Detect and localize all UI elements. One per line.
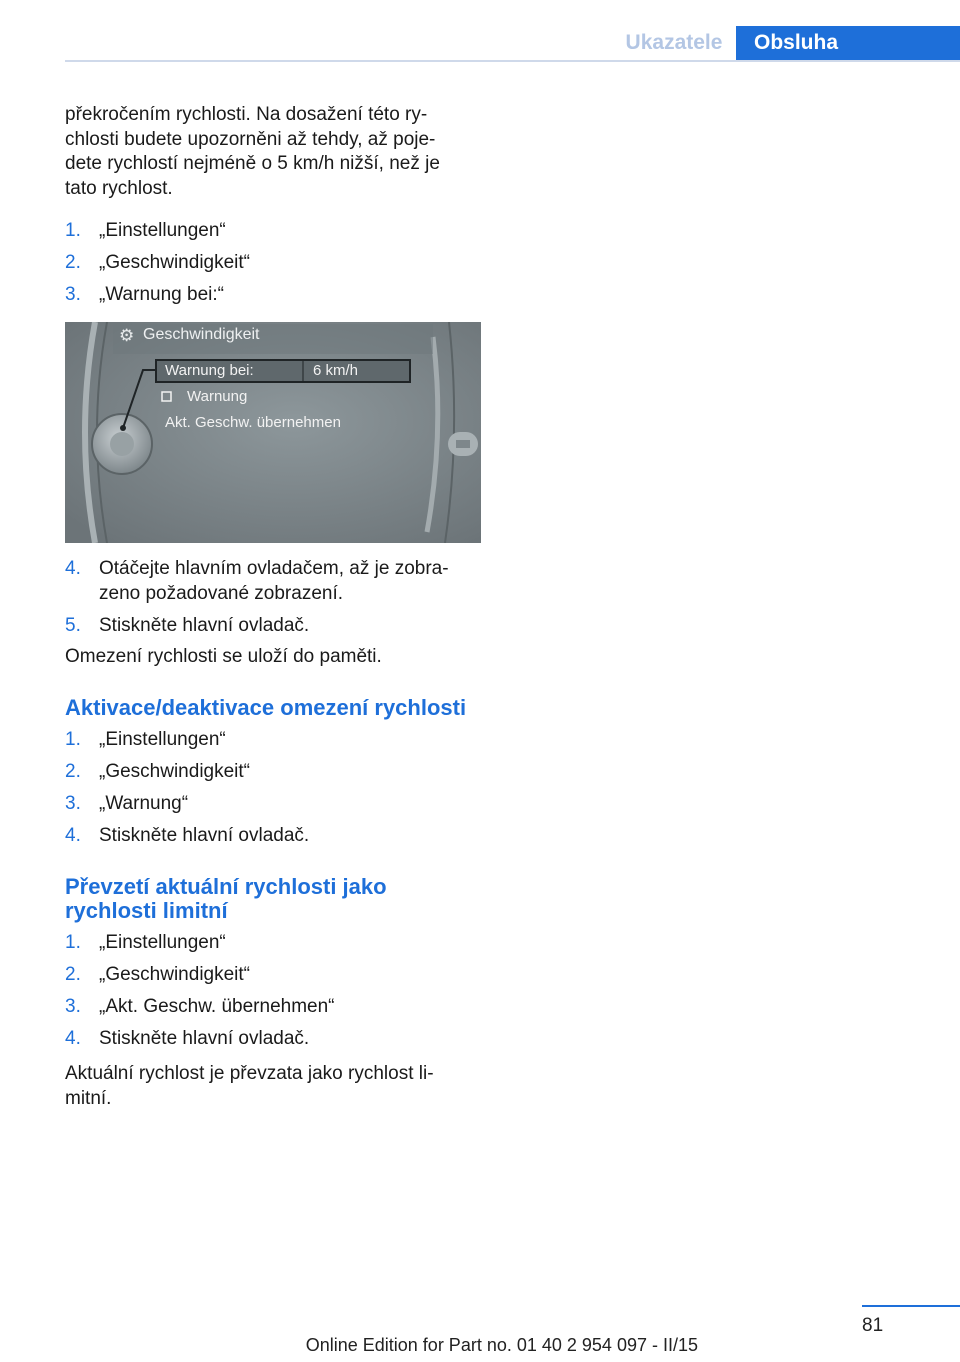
step-number: 3. <box>65 996 81 1017</box>
list-item <box>65 995 485 1020</box>
step-number: 5. <box>65 614 81 636</box>
step-number: 4. <box>65 825 81 846</box>
steps-list-b <box>65 557 485 646</box>
step-number: 4. <box>65 1028 81 1049</box>
step-text: „Geschwindigkeit“ <box>99 252 250 273</box>
list-item <box>65 824 485 849</box>
step-text: „Einstellungen“ <box>99 932 226 953</box>
steps-list-section1 <box>65 728 485 856</box>
section-heading: rychlosti limitní <box>65 898 228 923</box>
list-item <box>65 1027 485 1052</box>
page-number: 81 <box>862 1315 884 1336</box>
intro-paragraph <box>65 103 485 201</box>
list-item <box>65 931 485 956</box>
step-number: 1. <box>65 729 81 750</box>
step-number: 2. <box>65 761 81 782</box>
list-item <box>65 219 485 244</box>
result-paragraph <box>65 1062 485 1111</box>
list-item <box>65 963 485 988</box>
intro-line: překročením rychlosti. Na dosažení této ry- <box>65 104 428 125</box>
section-heading: Převzetí aktuální rychlosti jako <box>65 874 387 899</box>
step-text: Otáčejte hlavním ovladačem, až je zobra- <box>99 558 449 579</box>
edition-note: Online Edition for Part no. 01 40 2 954 097 - II/15 <box>305 1335 698 1355</box>
tab-obsluha[interactable]: Obsluha <box>736 26 960 62</box>
intro-line: tato rychlost. <box>65 177 173 199</box>
result-line: mitní. <box>65 1087 112 1109</box>
footer-divider <box>862 1305 960 1307</box>
saved-text: Omezení rychlosti se uloží do paměti. <box>65 646 382 667</box>
step-number: 4. <box>65 558 81 579</box>
section-heading: Aktivace/deaktivace omezení rychlosti <box>65 695 467 720</box>
adopt-current-speed-option[interactable]: Akt. Geschw. übernehmen <box>165 414 341 431</box>
list-item <box>65 614 485 639</box>
screen-title: Geschwindigkeit <box>143 326 260 343</box>
step-text: „Akt. Geschw. übernehmen“ <box>99 996 335 1017</box>
saved-note <box>65 645 485 670</box>
step-number: 2. <box>65 252 81 273</box>
step-text: „Warnung bei:“ <box>99 284 224 305</box>
intro-line: chlosti budete upozorněni až tehdy, až poje- <box>65 128 436 150</box>
header-divider <box>65 60 960 62</box>
step-number: 1. <box>65 932 81 953</box>
intro-line: dete rychlostí nejméně o 5 km/h nižší, než je <box>65 153 440 174</box>
steps-list-a <box>65 219 485 315</box>
section-adopt-speed <box>65 875 485 923</box>
step-text: „Warnung“ <box>99 793 189 814</box>
step-text: „Einstellungen“ <box>99 729 226 750</box>
step-text: Stiskněte hlavní ovladač. <box>99 1028 310 1049</box>
tab-ukazatele[interactable]: Ukazatele <box>625 31 723 54</box>
list-item <box>65 557 485 606</box>
list-item <box>65 283 485 308</box>
step-number: 3. <box>65 793 81 814</box>
step-number: 3. <box>65 284 81 305</box>
step-text: „Geschwindigkeit“ <box>99 761 250 782</box>
list-item <box>65 728 485 753</box>
result-line: Aktuální rychlost je převzata jako rychlost li- <box>65 1063 434 1084</box>
warning-checkbox-label[interactable]: Warnung <box>187 388 248 405</box>
list-item <box>65 251 485 276</box>
steps-list-section2 <box>65 931 485 1059</box>
step-text: „Einstellungen“ <box>99 220 226 241</box>
list-item <box>65 792 485 817</box>
step-text: „Geschwindigkeit“ <box>99 964 250 985</box>
section-activation <box>65 696 495 720</box>
list-item <box>65 760 485 785</box>
step-text: Stiskněte hlavní ovladač. <box>99 614 310 636</box>
step-text: Stiskněte hlavní ovladač. <box>99 825 310 846</box>
step-number: 1. <box>65 220 81 241</box>
warning-at-label[interactable]: Warnung bei: <box>165 362 254 379</box>
step-text: zeno požadované zobrazení. <box>99 582 344 604</box>
warning-at-value[interactable]: 6 km/h <box>313 362 359 379</box>
screen-graphic <box>65 322 481 543</box>
idrive-screen-image <box>65 322 481 543</box>
gear-icon: ⚙ <box>119 326 135 346</box>
step-number: 2. <box>65 964 81 985</box>
